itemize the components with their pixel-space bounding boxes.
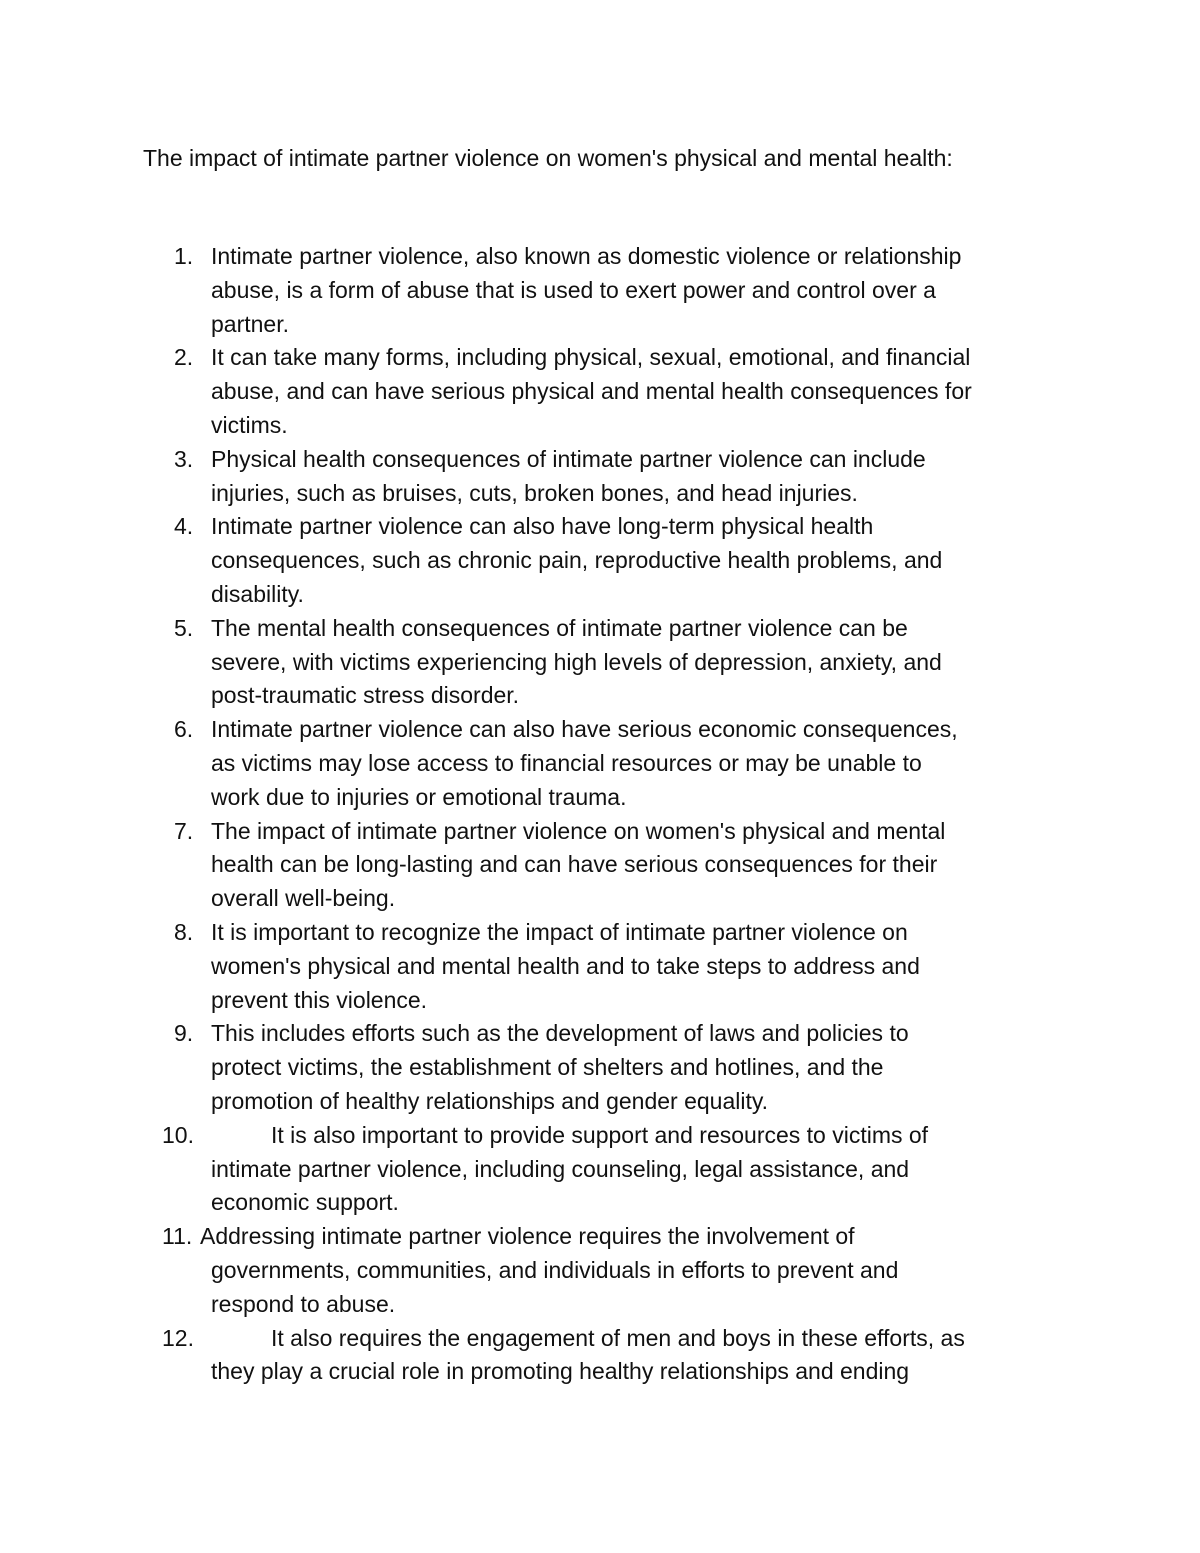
list-item-line: partner. <box>211 310 289 337</box>
list-item-line: Addressing intimate partner violence requires the involvement of <box>200 1223 855 1250</box>
list-item <box>0 443 1081 511</box>
list-item-line: victims. <box>211 411 288 438</box>
list-item-line: intimate partner violence, including counseling, legal assistance, and <box>211 1155 910 1182</box>
list-item-line: consequences, such as chronic pain, reproductive health problems, and <box>211 547 943 574</box>
list-item-number: 4. <box>174 513 194 540</box>
list-item-number: 7. <box>174 817 194 844</box>
list-item-line: abuse, is a form of abuse that is used to exert power and control over a <box>211 276 936 303</box>
list-item-number: 8. <box>174 918 194 945</box>
list-item-line <box>211 1119 1081 1153</box>
list-item <box>0 1017 1081 1118</box>
list-item <box>0 916 1081 1017</box>
list-item <box>0 510 1081 611</box>
list-item-line: economic support. <box>211 1189 399 1216</box>
list-item-line: It can take many forms, including physical, sexual, emotional, and financial <box>211 344 971 371</box>
list-item-line: It is important to recognize the impact of intimate partner violence on <box>211 918 908 945</box>
list-item-line: respond to abuse. <box>211 1290 396 1317</box>
document-title: The impact of intimate partner violence on women's physical and mental health: <box>143 145 953 171</box>
list-item <box>0 713 1081 814</box>
list-item-line: overall well-being. <box>211 885 396 912</box>
list-item-line: protect victims, the establishment of shelters and hotlines, and the <box>211 1054 884 1081</box>
list-item-line-text: It is also important to provide support and resources to victims of <box>271 1121 929 1148</box>
list-item-line: health can be long-lasting and can have serious consequences for their <box>211 851 938 878</box>
list-item-line: Intimate partner violence, also known as domestic violence or relationship <box>211 243 962 269</box>
list-item <box>0 612 1081 713</box>
list-item <box>0 1119 1081 1220</box>
list-item-line: disability. <box>211 580 304 607</box>
numbered-list <box>0 240 1200 1389</box>
list-item-number: 1. <box>174 243 194 269</box>
list-item-line <box>211 1322 1081 1356</box>
list-item-line: abuse, and can have serious physical and mental health consequences for <box>211 378 972 405</box>
list-item-line: post-traumatic stress disorder. <box>211 682 520 709</box>
list-item-line-text: It also requires the engagement of men and boys in these efforts, as <box>271 1324 965 1351</box>
list-item-line: they play a crucial role in promoting healthy relationships and ending <box>211 1358 910 1385</box>
list-item-line: Intimate partner violence can also have serious economic consequences, <box>211 716 958 743</box>
list-item <box>0 240 1081 341</box>
list-item-number: 11. <box>162 1223 193 1250</box>
list-item-line: severe, with victims experiencing high levels of depression, anxiety, and <box>211 648 942 675</box>
list-item-line: promotion of healthy relationships and gender equality. <box>211 1087 769 1114</box>
list-item-line: Physical health consequences of intimate partner violence can include <box>211 445 926 472</box>
list-item-line: Intimate partner violence can also have long-term physical health <box>211 513 874 540</box>
list-item-number: 3. <box>174 445 194 472</box>
list-item <box>0 341 1081 442</box>
list-item-number: 6. <box>174 716 194 743</box>
list-item-line: as victims may lose access to financial resources or may be unable to <box>211 749 922 776</box>
list-item-line: The mental health consequences of intimate partner violence can be <box>211 614 908 641</box>
list-item <box>0 815 1081 916</box>
list-item-line: women's physical and mental health and to take steps to address and <box>211 952 920 979</box>
list-item-line: injuries, such as bruises, cuts, broken bones, and head injuries. <box>211 479 858 506</box>
list-item <box>0 1220 1081 1321</box>
list-item-line: work due to injuries or emotional trauma. <box>211 783 627 810</box>
list-item-line: prevent this violence. <box>211 986 428 1013</box>
list-item-number: 5. <box>174 614 194 641</box>
list-item <box>0 1322 1081 1390</box>
list-item-line: governments, communities, and individuals in efforts to prevent and <box>211 1256 899 1283</box>
list-item-line: This includes efforts such as the development of laws and policies to <box>211 1020 909 1047</box>
list-item-number: 2. <box>174 344 194 371</box>
list-item-number: 12. <box>162 1324 194 1351</box>
list-item-number: 10. <box>162 1121 194 1148</box>
list-item-line: The impact of intimate partner violence on women's physical and mental <box>211 817 946 844</box>
list-item-number: 9. <box>174 1020 194 1047</box>
